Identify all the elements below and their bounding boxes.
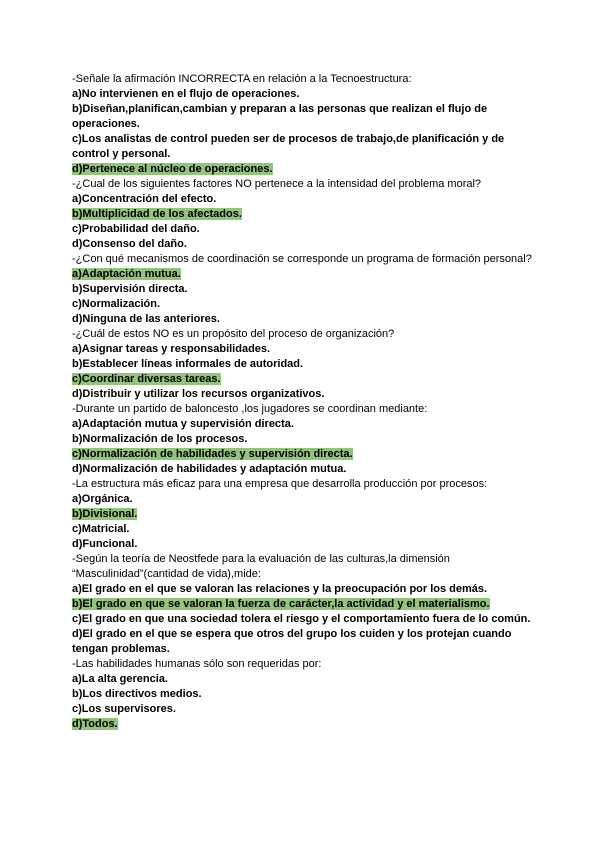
answer-option-text: d)Funcional. bbox=[72, 538, 138, 550]
answer-option-text: a)Orgánica. bbox=[72, 493, 133, 505]
answer-option-text: c)Matricial. bbox=[72, 523, 130, 535]
question-block bbox=[72, 477, 532, 552]
answer-option bbox=[72, 87, 532, 102]
answer-option-text: a)No intervienen en el flujo de operaciones. bbox=[72, 88, 300, 100]
answer-option-text: a)Adaptación mutua y supervisión directa. bbox=[72, 418, 294, 430]
answer-option bbox=[72, 492, 532, 507]
answer-option-text: b)Supervisión directa. bbox=[72, 283, 188, 295]
answer-option-correct bbox=[72, 372, 532, 387]
answer-option bbox=[72, 192, 532, 207]
question-text: -La estructura más eficaz para una empresa que desarrolla producción por procesos: bbox=[72, 478, 488, 490]
question-block bbox=[72, 657, 532, 732]
answer-option bbox=[72, 672, 532, 687]
answer-option-text: c)Probabilidad del daño. bbox=[72, 223, 200, 235]
answer-option bbox=[72, 387, 532, 402]
answer-option bbox=[72, 297, 532, 312]
answer-option-text: b)Los directivos medios. bbox=[72, 688, 202, 700]
answer-option bbox=[72, 237, 532, 252]
question-text: -¿Con qué mecanismos de coordinación se corresponde un programa de formación personal? bbox=[72, 253, 532, 265]
answer-option-text: d)Ninguna de las anteriores. bbox=[72, 313, 220, 325]
answer-option-correct bbox=[72, 447, 532, 462]
answer-option-correct bbox=[72, 162, 532, 177]
answer-option-text: d)Todos. bbox=[72, 718, 118, 730]
question-block bbox=[72, 252, 532, 327]
answer-option-correct bbox=[72, 267, 532, 282]
answer-option bbox=[72, 687, 532, 702]
answer-option-text: c)Los supervisores. bbox=[72, 703, 176, 715]
answer-option bbox=[72, 222, 532, 237]
answer-option bbox=[72, 417, 532, 432]
answer-option bbox=[72, 312, 532, 327]
answer-option-text: b)Divisional. bbox=[72, 508, 138, 520]
answer-option-text: d)El grado en el que se espera que otros del grupo los cuiden y los protejan cuando tengan problemas. bbox=[72, 628, 512, 655]
answer-option bbox=[72, 102, 532, 132]
answer-option-text: c)Coordinar diversas tareas. bbox=[72, 373, 221, 385]
question-block bbox=[72, 327, 532, 402]
answer-option-text: a)El grado en el que se valoran las relaciones y la preocupación por los demás. bbox=[72, 583, 488, 595]
answer-option-text: d)Consenso del daño. bbox=[72, 238, 187, 250]
answer-option-text: d)Distribuir y utilizar los recursos organizativos. bbox=[72, 388, 325, 400]
answer-option-text: a)La alta gerencia. bbox=[72, 673, 168, 685]
answer-option bbox=[72, 132, 532, 162]
answer-option-text: c)Normalización de habilidades y supervisión directa. bbox=[72, 448, 353, 460]
answer-option-correct bbox=[72, 717, 532, 732]
answer-option bbox=[72, 342, 532, 357]
answer-option-text: c)El grado en que una sociedad tolera el riesgo y el comportamiento fuera de lo común. bbox=[72, 613, 531, 625]
question-text: -Durante un partido de baloncesto ,los jugadores se coordinan mediante: bbox=[72, 403, 428, 415]
question-text: -Señale la afirmación INCORRECTA en relación a la Tecnoestructura: bbox=[72, 73, 412, 85]
question-block bbox=[72, 552, 532, 657]
quiz-content bbox=[72, 72, 532, 732]
answer-option-text: a)Concentración del efecto. bbox=[72, 193, 217, 205]
answer-option bbox=[72, 432, 532, 447]
question-text: -Según la teoría de Neostfede para la evaluación de las culturas,la dimensión “Masculinidad”(cantidad de vida),mide: bbox=[72, 553, 450, 580]
question-block bbox=[72, 402, 532, 477]
answer-option-correct bbox=[72, 207, 532, 222]
answer-option bbox=[72, 627, 532, 657]
question-block bbox=[72, 72, 532, 177]
question-block bbox=[72, 177, 532, 252]
answer-option bbox=[72, 357, 532, 372]
answer-option-text: a)Asignar tareas y responsabilidades. bbox=[72, 343, 271, 355]
question-text: -Las habilidades humanas sólo son requeridas por: bbox=[72, 658, 322, 670]
question-text: -¿Cuál de estos NO es un propósito del proceso de organización? bbox=[72, 328, 395, 340]
answer-option-text: c)Los analistas de control pueden ser de procesos de trabajo,de planificación y de control y personal. bbox=[72, 133, 505, 160]
answer-option-text: d)Pertenece al núcleo de operaciones. bbox=[72, 163, 273, 175]
answer-option bbox=[72, 582, 532, 597]
answer-option-text: b)Diseñan,planifican,cambian y preparan a las personas que realizan el flujo de operaciones. bbox=[72, 103, 488, 130]
answer-option-text: c)Normalización. bbox=[72, 298, 161, 310]
answer-option-text: b)El grado en que se valoran la fuerza de carácter,la actividad y el materialismo. bbox=[72, 598, 490, 610]
answer-option-text: b)Establecer líneas informales de autoridad. bbox=[72, 358, 304, 370]
answer-option-correct bbox=[72, 597, 532, 612]
answer-option-text: b)Normalización de los procesos. bbox=[72, 433, 248, 445]
answer-option bbox=[72, 282, 532, 297]
answer-option bbox=[72, 612, 532, 627]
answer-option-text: d)Normalización de habilidades y adaptación mutua. bbox=[72, 463, 347, 475]
answer-option bbox=[72, 702, 532, 717]
answer-option-text: b)Multiplicidad de los afectados. bbox=[72, 208, 242, 220]
question-text: -¿Cual de los siguientes factores NO pertenece a la intensidad del problema moral? bbox=[72, 178, 482, 190]
answer-option bbox=[72, 522, 532, 537]
answer-option-text: a)Adaptación mutua. bbox=[72, 268, 181, 280]
answer-option bbox=[72, 537, 532, 552]
answer-option bbox=[72, 462, 532, 477]
answer-option-correct bbox=[72, 507, 532, 522]
